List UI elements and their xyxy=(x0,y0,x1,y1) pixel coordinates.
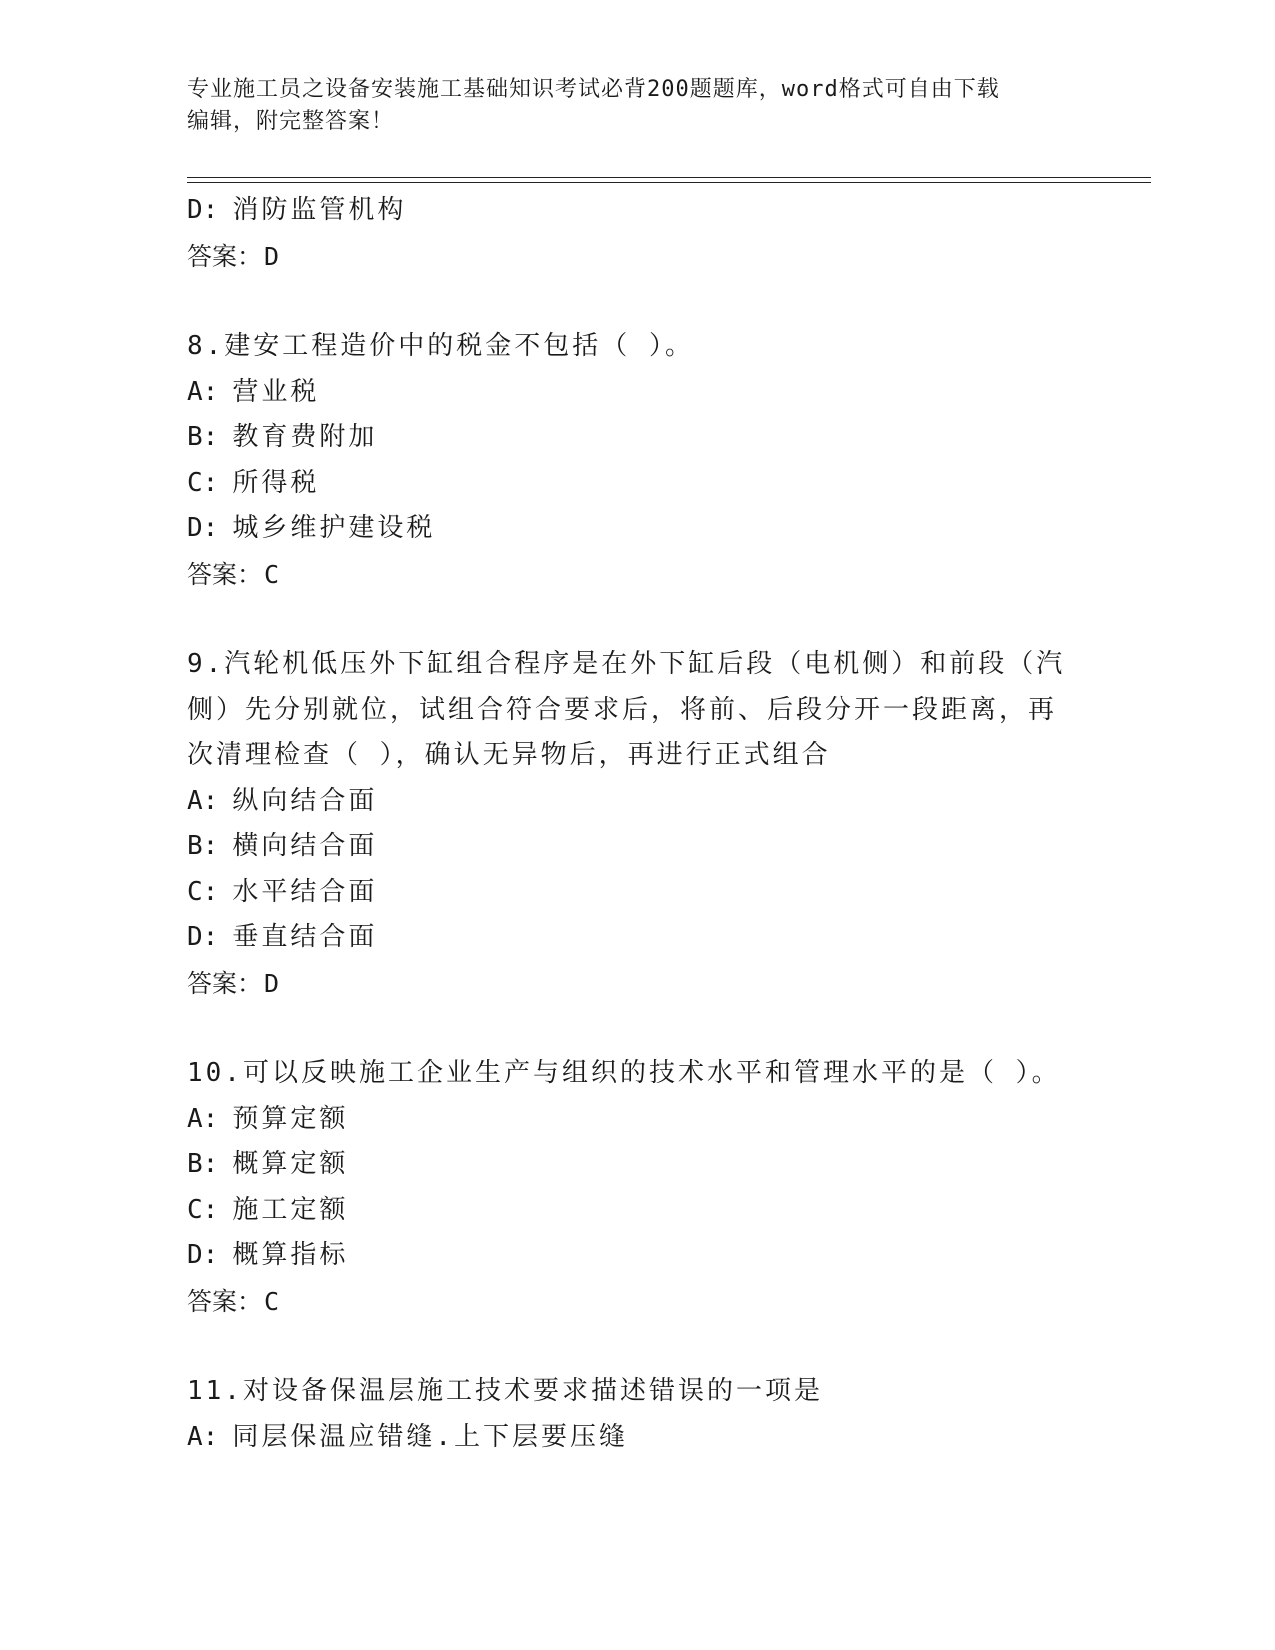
answer-line xyxy=(187,961,1067,1007)
option-letter: D: xyxy=(187,1240,219,1270)
question-stem: 次清理检查（ ），确认无异物后，再进行正式组合 xyxy=(187,740,831,770)
option-text: 所得税 xyxy=(232,467,320,498)
answer-line xyxy=(187,1279,1067,1325)
option-letter: B: xyxy=(187,831,219,861)
spacer xyxy=(187,597,1067,642)
option-letter: C: xyxy=(187,876,219,907)
option-item xyxy=(187,370,1067,416)
answer-label: 答案： xyxy=(187,968,263,998)
option-letter: D: xyxy=(187,195,219,225)
answer-label: 答案： xyxy=(187,1286,263,1316)
option-text: 概算定额 xyxy=(232,1149,349,1179)
option-letter: A: xyxy=(187,785,219,816)
header-divider-top xyxy=(187,177,1151,178)
option-letter: A: xyxy=(187,1103,219,1134)
spacer xyxy=(187,1324,1067,1369)
option-item xyxy=(187,1415,1067,1461)
option-item xyxy=(187,824,1067,870)
option-letter: D: xyxy=(187,922,219,952)
question-stem: 11.对设备保温层施工技术要求描述错误的一项是 xyxy=(187,1376,823,1406)
option-letter: C: xyxy=(187,467,219,498)
option-item xyxy=(187,415,1067,461)
answer-value: D xyxy=(264,968,280,998)
option-letter: A: xyxy=(187,376,219,407)
spacer xyxy=(187,279,1067,324)
option-letter: D: xyxy=(187,513,219,543)
option-text: 同层保温应错缝.上下层要压缝 xyxy=(232,1421,628,1452)
question-block xyxy=(187,1051,1067,1324)
spacer xyxy=(187,1006,1067,1051)
answer-value: C xyxy=(264,1286,280,1316)
option-letter: B: xyxy=(187,1149,219,1179)
option-text: 教育费附加 xyxy=(232,422,378,452)
option-text: 城乡维护建设税 xyxy=(232,513,436,543)
option-item xyxy=(187,915,1067,961)
option-item xyxy=(187,1097,1067,1143)
question-block xyxy=(187,324,1067,597)
option-text: 垂直结合面 xyxy=(232,922,378,952)
answer-line xyxy=(187,552,1067,598)
option-item xyxy=(187,1233,1067,1279)
question-block xyxy=(187,1369,1067,1460)
header-title-line-2: 编辑，附完整答案！ xyxy=(187,109,395,134)
option-text: 水平结合面 xyxy=(232,876,378,907)
question-stem: 侧）先分别就位，试组合符合要求后，将前、后段分开一段距离，再 xyxy=(187,694,1058,725)
question-stem: 10.可以反映施工企业生产与组织的技术水平和管理水平的是（ ）。 xyxy=(187,1058,1061,1088)
option-text: 横向结合面 xyxy=(232,831,378,861)
option-text: 营业税 xyxy=(232,376,320,407)
question-content xyxy=(187,188,1067,1460)
question-block xyxy=(187,642,1067,1006)
question-stem: 8.建安工程造价中的税金不包括（ ）。 xyxy=(187,331,694,361)
option-item xyxy=(187,779,1067,825)
option-item xyxy=(187,1142,1067,1188)
header-divider-bottom xyxy=(187,182,1151,183)
option-letter: A: xyxy=(187,1421,219,1452)
option-item xyxy=(187,506,1067,552)
option-item xyxy=(187,188,1067,234)
answer-label: 答案： xyxy=(187,559,263,589)
option-text: 概算指标 xyxy=(232,1240,349,1270)
header-title-line-1: 专业施工员之设备安装施工基础知识考试必背200题题库，word格式可自由下载 xyxy=(187,77,1000,102)
option-text: 预算定额 xyxy=(232,1103,349,1134)
document-header xyxy=(187,74,1067,138)
answer-line xyxy=(187,234,1067,280)
option-item xyxy=(187,1188,1067,1234)
option-letter: B: xyxy=(187,422,219,452)
option-item xyxy=(187,461,1067,507)
option-text: 纵向结合面 xyxy=(232,785,378,816)
answer-label: 答案： xyxy=(187,241,263,271)
option-item xyxy=(187,870,1067,916)
answer-value: D xyxy=(264,241,280,271)
answer-value: C xyxy=(264,559,280,589)
option-letter: C: xyxy=(187,1194,219,1225)
option-text: 施工定额 xyxy=(232,1194,349,1225)
option-text: 消防监管机构 xyxy=(232,195,407,225)
question-stem: 9.汽轮机低压外下缸组合程序是在外下缸后段（电机侧）和前段（汽 xyxy=(187,649,1066,679)
